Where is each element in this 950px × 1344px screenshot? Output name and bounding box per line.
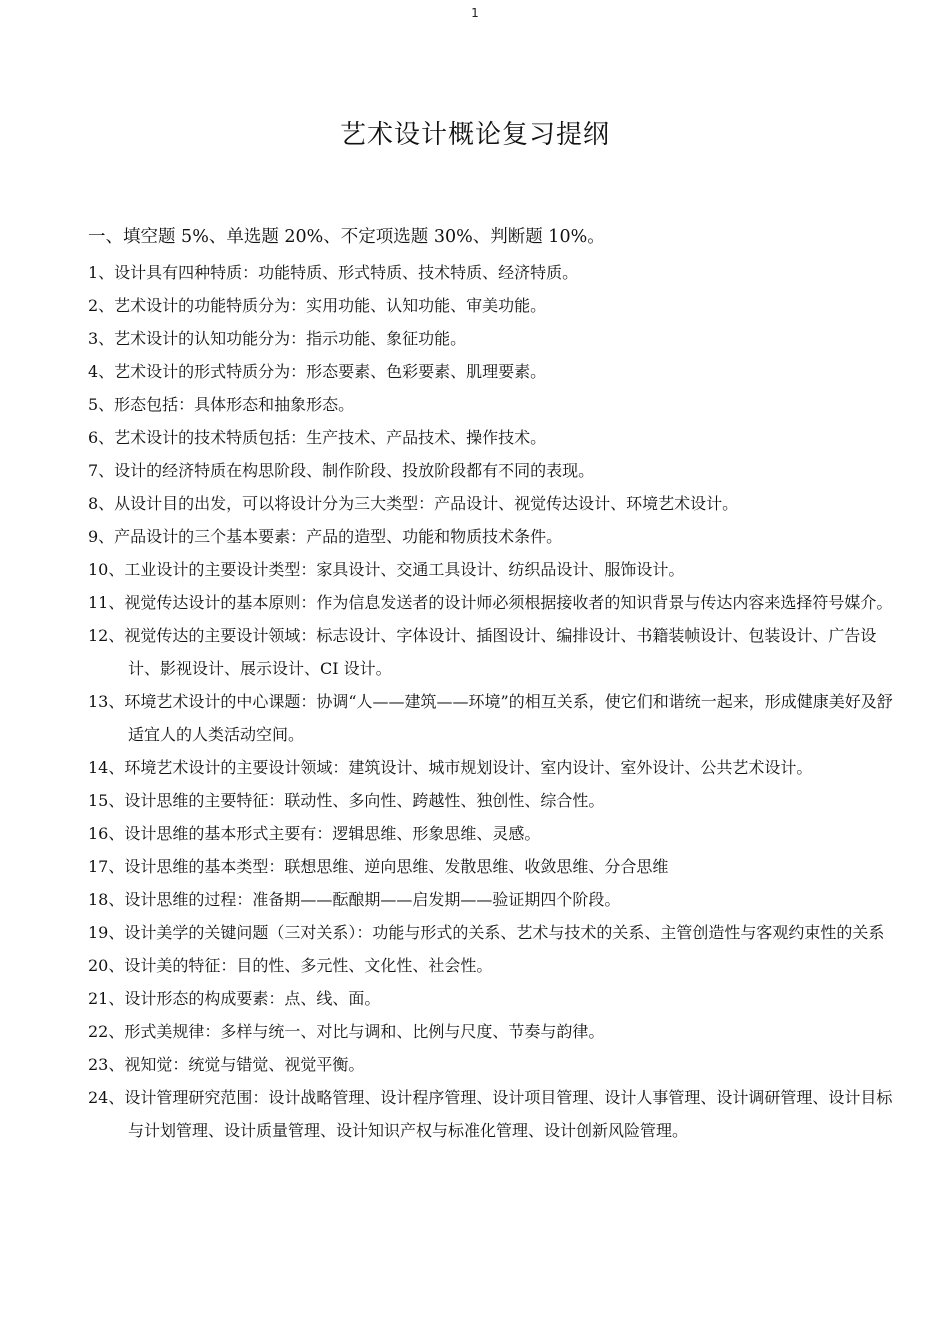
list-item: 2、艺术设计的功能特质分为：实用功能、认知功能、审美功能。 — [88, 296, 547, 315]
list-item: 6、艺术设计的技术特质包括：生产技术、产品技术、操作技术。 — [88, 428, 547, 447]
list-item: 21、设计形态的构成要素：点、线、面。 — [88, 989, 381, 1008]
list-item: 12、视觉传达的主要设计领域：标志设计、字体设计、插图设计、编排设计、书籍装帧设计、包装设计、广告设计、影视设计、展示设计、CI 设计。 — [88, 626, 877, 678]
list-item: 18、设计思维的过程：准备期——酝酿期——启发期——验证期四个阶段。 — [88, 890, 621, 909]
document-body — [88, 222, 908, 1147]
list-item: 20、设计美的特征：目的性、多元性、文化性、社会性。 — [88, 956, 493, 975]
list-item: 8、从设计目的出发，可以将设计分为三大类型：产品设计、视觉传达设计、环境艺术设计。 — [88, 494, 739, 513]
list-item: 10、工业设计的主要设计类型：家具设计、交通工具设计、纺织品设计、服饰设计。 — [88, 560, 685, 579]
section-heading: 一、填空题 5%、单选题 20%、不定项选题 30%、判断题 10%。 — [88, 227, 605, 247]
list-item: 16、设计思维的基本形式主要有：逻辑思维、形象思维、灵感。 — [88, 824, 541, 843]
list-item: 7、设计的经济特质在构思阶段、制作阶段、投放阶段都有不同的表现。 — [88, 461, 595, 480]
list-item: 13、环境艺术设计的中心课题：协调“人——建筑——环境”的相互关系，使它们和谐统一起来，形成健康美好及舒适宜人的人类活动空间。 — [88, 692, 893, 744]
document-title: 艺术设计概论复习提纲 — [339, 120, 610, 150]
page-number: 1 — [471, 6, 479, 20]
outline-list — [88, 256, 908, 1147]
list-item: 15、设计思维的主要特征：联动性、多向性、跨越性、独创性、综合性。 — [88, 791, 605, 810]
list-item: 9、产品设计的三个基本要素：产品的造型、功能和物质技术条件。 — [88, 527, 563, 546]
list-item: 19、设计美学的关键问题（三对关系）：功能与形式的关系、艺术与技术的关系、主管创造性与客观约束性的关系 — [88, 923, 885, 942]
list-item: 23、视知觉：统觉与错觉、视觉平衡。 — [88, 1055, 365, 1074]
list-item: 4、艺术设计的形式特质分为：形态要素、色彩要素、肌理要素。 — [88, 362, 547, 381]
list-item: 1、设计具有四种特质：功能特质、形式特质、技术特质、经济特质。 — [88, 263, 579, 282]
list-item: 22、形式美规律：多样与统一、对比与调和、比例与尺度、节奏与韵律。 — [88, 1022, 605, 1041]
list-item: 24、设计管理研究范围：设计战略管理、设计程序管理、设计项目管理、设计人事管理、设计调研管理、设计目标与计划管理、设计质量管理、设计知识产权与标准化管理、设计创新风险管理。 — [88, 1088, 893, 1140]
list-item: 3、艺术设计的认知功能分为：指示功能、象征功能。 — [88, 329, 467, 348]
list-item: 17、设计思维的基本类型：联想思维、逆向思维、发散思维、收敛思维、分合思维 — [88, 857, 669, 876]
list-item: 14、环境艺术设计的主要设计领域：建筑设计、城市规划设计、室内设计、室外设计、公共艺术设计。 — [88, 758, 813, 777]
list-item: 11、视觉传达设计的基本原则：作为信息发送者的设计师必须根据接收者的知识背景与传达内容来选择符号媒介。 — [88, 593, 893, 612]
list-item: 5、形态包括：具体形态和抽象形态。 — [88, 395, 355, 414]
